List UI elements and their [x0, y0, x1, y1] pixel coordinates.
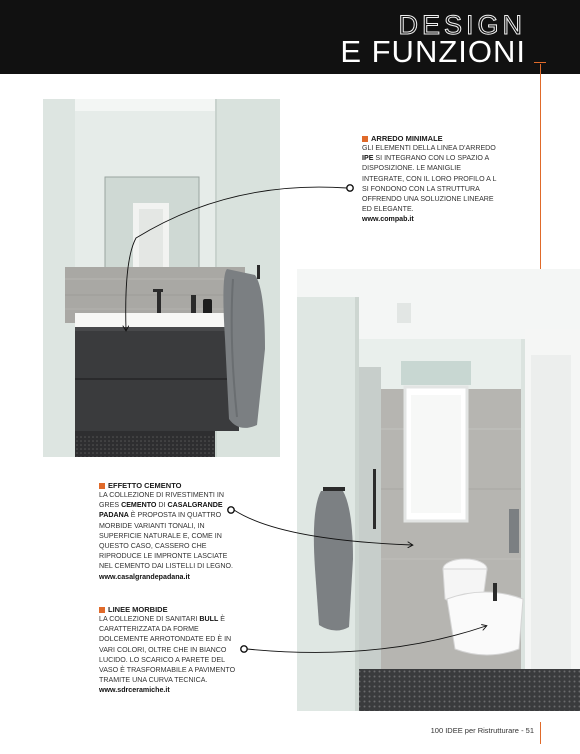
page-footer: 100 IDEE per Ristrutturare - 51	[430, 726, 534, 735]
page-header	[0, 0, 580, 74]
caption-heading	[99, 605, 241, 614]
orange-frame-tick	[540, 722, 541, 744]
caption-effetto-cemento	[99, 481, 241, 582]
orange-square-icon	[99, 483, 105, 489]
section-title: E FUNZIONI	[340, 34, 526, 69]
brand-name: CASALGRANDE PADANA	[99, 501, 223, 520]
caption-body	[99, 490, 241, 572]
caption-heading	[99, 481, 241, 490]
brand-name: CEMENTO	[121, 501, 157, 510]
caption-url[interactable]: www.casalgrandepadana.it	[99, 572, 190, 581]
caption-heading	[362, 134, 502, 143]
bathroom-illustration	[297, 269, 580, 711]
caption-text: È CARATTERIZZATA DA FORME DOLCEMENTE ARROTONDATE ED È IN VARI COLORI, OLTRE CHE IN BIANCO LUCIDO. LO SCARICO A PARETE DEL VASO È TRASFORMABILE A PAVIMENTO TRAMITE UNA CURVA TECNICA.	[99, 615, 236, 685]
caption-body	[99, 614, 241, 685]
section-kicker: DESIGN	[398, 10, 526, 40]
caption-text: DI	[156, 501, 168, 510]
caption-title: LINEE MORBIDE	[108, 605, 168, 614]
caption-url[interactable]: www.compab.it	[362, 215, 414, 224]
caption-text: SI INTEGRANO CON LO SPAZIO A DISPOSIZIONE. LE MANIGLIE INTEGRATE, CON IL LORO PROFILO A L SI FONDONO CON LA STRUTTURA OFFRENDO UNA SOLUZIONE LINEARE ED ELEGANTE.	[362, 154, 497, 214]
orange-frame-tick	[534, 62, 546, 63]
caption-arredo-minimale	[362, 134, 502, 225]
brand-name: BULL	[199, 615, 219, 623]
caption-title: EFFETTO CEMENTO	[108, 481, 182, 490]
caption-text: È PROPOSTA IN QUATTRO MORBIDE VARIANTI TONALI, IN SUPERFICIE NATURALE E, COME IN QUESTO CASO, CASSERO CHE RIPRODUCE LE IMPRONTE LASCIATE NEL CEMENTO DAI LISTELLI DI LEGNO.	[99, 511, 234, 571]
photo-vanity	[43, 99, 280, 457]
caption-url[interactable]: www.sdrceramiche.it	[99, 686, 170, 695]
caption-body	[362, 143, 502, 214]
caption-linee-morbide	[99, 605, 241, 696]
orange-square-icon	[362, 136, 368, 142]
vanity-illustration	[43, 99, 280, 457]
orange-square-icon	[99, 607, 105, 613]
brand-name: IPE	[362, 154, 374, 163]
caption-title: ARREDO MINIMALE	[371, 134, 443, 143]
caption-text: LA COLLEZIONE DI SANITARI	[99, 615, 200, 623]
photo-bathroom	[297, 269, 580, 711]
caption-text: GLI ELEMENTI DELLA LINEA D'ARREDO	[362, 144, 496, 152]
caption-text: LA COLLEZIONE DI RIVESTIMENTI IN GRES	[99, 491, 224, 510]
